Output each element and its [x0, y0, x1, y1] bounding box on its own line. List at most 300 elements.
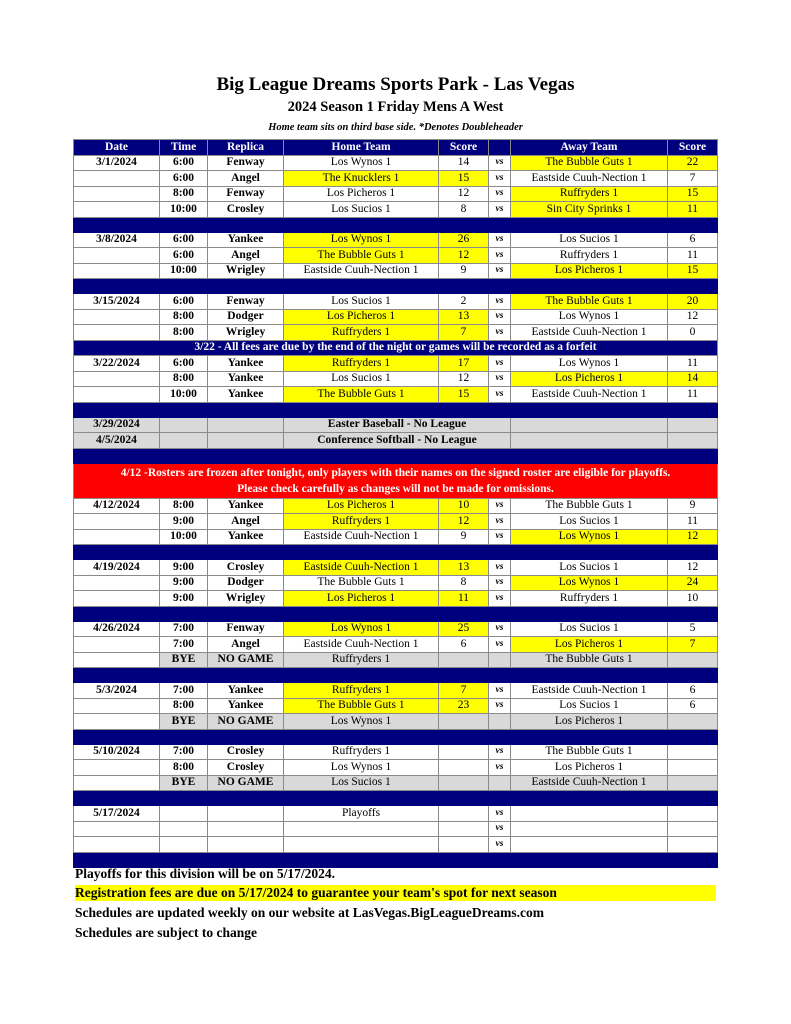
home-score [439, 760, 489, 776]
home-score: 9 [439, 263, 489, 279]
game-row [74, 387, 718, 403]
home-team: Los Picheros 1 [284, 186, 439, 202]
home-team: Los Wynos 1 [284, 232, 439, 248]
col-header-time: Time [160, 140, 208, 156]
footer-playoffs: Playoffs for this division will be on 5/17/2024. [75, 866, 336, 881]
empty-cell [511, 417, 668, 433]
away-team: Sin City Sprinks 1 [511, 202, 668, 218]
home-team: Ruffryders 1 [284, 744, 439, 760]
home-team: The Bubble Guts 1 [284, 698, 439, 714]
game-date [74, 263, 160, 279]
spacer-row [74, 402, 718, 417]
away-team: The Bubble Guts 1 [511, 652, 668, 668]
away-team [511, 821, 668, 837]
home-score: 7 [439, 325, 489, 341]
home-score [439, 744, 489, 760]
home-score: 26 [439, 232, 489, 248]
field-replica: Fenway [208, 294, 284, 310]
field-replica: Wrigley [208, 263, 284, 279]
spacer-row [74, 606, 718, 621]
home-team [284, 837, 439, 853]
no-league-row [74, 433, 718, 449]
vs-label: vs [489, 637, 511, 653]
game-date: 4/19/2024 [74, 560, 160, 576]
home-team: Los Sucios 1 [284, 775, 439, 791]
home-score: 10 [439, 498, 489, 514]
away-score: 12 [668, 529, 718, 545]
game-date: 5/10/2024 [74, 744, 160, 760]
away-score [668, 775, 718, 791]
field-replica: Wrigley [208, 325, 284, 341]
home-score: 12 [439, 248, 489, 264]
game-time: 8:00 [160, 698, 208, 714]
game-row [74, 248, 718, 264]
away-score: 22 [668, 155, 718, 171]
vs-label: vs [489, 806, 511, 822]
home-score [439, 714, 489, 730]
spacer-row [74, 729, 718, 744]
home-score: 17 [439, 356, 489, 372]
vs-label [489, 714, 511, 730]
game-time: 7:00 [160, 621, 208, 637]
field-replica: Wrigley [208, 591, 284, 607]
home-score: 15 [439, 387, 489, 403]
col-header-home-score: Score [439, 140, 489, 156]
away-score: 7 [668, 637, 718, 653]
home-team: Los Picheros 1 [284, 498, 439, 514]
home-score: 23 [439, 698, 489, 714]
no-league-row [74, 417, 718, 433]
away-score [668, 744, 718, 760]
field-replica: Crosley [208, 760, 284, 776]
away-score: 15 [668, 186, 718, 202]
home-score [439, 775, 489, 791]
home-score [439, 652, 489, 668]
game-time [160, 806, 208, 822]
away-team: Los Sucios 1 [511, 232, 668, 248]
game-time: 9:00 [160, 560, 208, 576]
footer-registration: Registration fees are due on 5/17/2024 to guarantee your team's spot for next season [75, 885, 716, 901]
game-row [74, 155, 718, 171]
empty-cell [668, 433, 718, 449]
home-team: Eastside Cuuh-Nection 1 [284, 529, 439, 545]
no-league-date: 3/29/2024 [74, 417, 160, 433]
vs-label: vs [489, 294, 511, 310]
home-team: Los Wynos 1 [284, 621, 439, 637]
game-date [74, 698, 160, 714]
game-time: BYE [160, 714, 208, 730]
game-date [74, 837, 160, 853]
field-replica: Yankee [208, 387, 284, 403]
col-header-replica: Replica [208, 140, 284, 156]
home-score: 12 [439, 186, 489, 202]
bye-row [74, 775, 718, 791]
game-row [74, 529, 718, 545]
game-date [74, 821, 160, 837]
game-time [160, 821, 208, 837]
field-replica: NO GAME [208, 652, 284, 668]
vs-label: vs [489, 575, 511, 591]
game-row [74, 760, 718, 776]
field-replica: Crosley [208, 744, 284, 760]
home-score: 6 [439, 637, 489, 653]
vs-label: vs [489, 248, 511, 264]
away-score [668, 714, 718, 730]
game-row [74, 498, 718, 514]
home-team: The Bubble Guts 1 [284, 387, 439, 403]
away-team: The Bubble Guts 1 [511, 155, 668, 171]
roster-notice-line1: 4/12 -Rosters are frozen after tonight, only players with their names on the signed roster are eligible for playoffs. [120, 466, 671, 479]
game-time: 7:00 [160, 744, 208, 760]
away-team: Los Wynos 1 [511, 529, 668, 545]
away-team: Los Wynos 1 [511, 356, 668, 372]
away-score: 6 [668, 232, 718, 248]
home-team: Los Sucios 1 [284, 371, 439, 387]
vs-label: vs [489, 821, 511, 837]
game-row [74, 698, 718, 714]
game-time: 8:00 [160, 498, 208, 514]
game-date [74, 637, 160, 653]
field-replica: Yankee [208, 371, 284, 387]
away-team: Los Picheros 1 [511, 760, 668, 776]
game-row [74, 514, 718, 530]
col-header-home-team: Home Team [284, 140, 439, 156]
home-team-note: Home team sits on third base side. *Denotes Doubleheader [268, 122, 523, 133]
field-replica [208, 821, 284, 837]
roster-notice-line2: Please check carefully as changes will not be made for omissions. [237, 482, 554, 495]
away-team: Eastside Cuuh-Nection 1 [511, 775, 668, 791]
field-replica [208, 837, 284, 853]
away-score: 6 [668, 698, 718, 714]
game-time: 8:00 [160, 186, 208, 202]
game-row [74, 560, 718, 576]
away-score: 12 [668, 309, 718, 325]
home-team: Los Wynos 1 [284, 760, 439, 776]
game-time: 10:00 [160, 529, 208, 545]
game-row [74, 171, 718, 187]
game-time: BYE [160, 775, 208, 791]
spacer-row [74, 791, 718, 806]
vs-label: vs [489, 356, 511, 372]
away-score: 5 [668, 621, 718, 637]
vs-label: vs [489, 387, 511, 403]
game-time: BYE [160, 652, 208, 668]
game-time: 9:00 [160, 591, 208, 607]
away-score: 11 [668, 202, 718, 218]
vs-label: vs [489, 232, 511, 248]
away-score [668, 806, 718, 822]
home-team: The Knucklers 1 [284, 171, 439, 187]
home-team: Playoffs [284, 806, 439, 822]
away-team: Los Picheros 1 [511, 371, 668, 387]
no-league-date: 4/5/2024 [74, 433, 160, 449]
home-team: Ruffryders 1 [284, 683, 439, 699]
vs-label: vs [489, 371, 511, 387]
game-date [74, 760, 160, 776]
game-date [74, 387, 160, 403]
home-score: 11 [439, 591, 489, 607]
game-date [74, 248, 160, 264]
home-score: 13 [439, 560, 489, 576]
page-title: Big League Dreams Sports Park - Las Vegas [216, 74, 575, 95]
away-score: 0 [668, 325, 718, 341]
away-score: 6 [668, 683, 718, 699]
game-date [74, 529, 160, 545]
game-time: 10:00 [160, 202, 208, 218]
game-time: 10:00 [160, 387, 208, 403]
vs-label: vs [489, 760, 511, 776]
bye-row [74, 714, 718, 730]
home-team: The Bubble Guts 1 [284, 575, 439, 591]
away-team: Eastside Cuuh-Nection 1 [511, 387, 668, 403]
field-replica: Yankee [208, 698, 284, 714]
game-date: 4/26/2024 [74, 621, 160, 637]
game-time: 7:00 [160, 637, 208, 653]
game-date: 3/8/2024 [74, 232, 160, 248]
away-score: 14 [668, 371, 718, 387]
game-time: 6:00 [160, 171, 208, 187]
empty-cell [160, 433, 208, 449]
game-row [74, 621, 718, 637]
home-team: Los Wynos 1 [284, 714, 439, 730]
away-score: 12 [668, 560, 718, 576]
footer-website: Schedules are updated weekly on our website at LasVegas.BigLeagueDreams.com [75, 905, 545, 920]
away-score: 11 [668, 387, 718, 403]
field-replica: NO GAME [208, 714, 284, 730]
home-score: 25 [439, 621, 489, 637]
away-score [668, 760, 718, 776]
col-header-vs [489, 140, 511, 156]
field-replica: Angel [208, 171, 284, 187]
home-score: 2 [439, 294, 489, 310]
game-time: 9:00 [160, 514, 208, 530]
vs-label: vs [489, 621, 511, 637]
vs-label: vs [489, 698, 511, 714]
no-league-label: Easter Baseball - No League [284, 417, 511, 433]
home-team: Los Sucios 1 [284, 202, 439, 218]
away-score: 11 [668, 356, 718, 372]
vs-label: vs [489, 202, 511, 218]
spacer-row [74, 852, 718, 867]
home-team: Los Sucios 1 [284, 294, 439, 310]
home-score: 8 [439, 202, 489, 218]
vs-label [489, 652, 511, 668]
game-date [74, 591, 160, 607]
vs-label: vs [489, 529, 511, 545]
vs-label: vs [489, 744, 511, 760]
game-date [74, 575, 160, 591]
home-team: Ruffryders 1 [284, 325, 439, 341]
home-score [439, 821, 489, 837]
field-replica: Angel [208, 248, 284, 264]
away-score: 10 [668, 591, 718, 607]
game-date: 5/17/2024 [74, 806, 160, 822]
vs-label: vs [489, 837, 511, 853]
away-score: 7 [668, 171, 718, 187]
away-score: 9 [668, 498, 718, 514]
field-replica: Yankee [208, 683, 284, 699]
game-row [74, 232, 718, 248]
home-score: 9 [439, 529, 489, 545]
field-replica: Fenway [208, 621, 284, 637]
field-replica: Dodger [208, 575, 284, 591]
footer-subject-to-change: Schedules are subject to change [75, 925, 257, 940]
spacer-row [74, 217, 718, 232]
spacer-row [74, 448, 718, 463]
away-team: Los Sucios 1 [511, 698, 668, 714]
away-team: Ruffryders 1 [511, 186, 668, 202]
fees-notice-row [74, 340, 718, 356]
field-replica: Fenway [208, 186, 284, 202]
col-header-away-score: Score [668, 140, 718, 156]
away-team: Los Wynos 1 [511, 309, 668, 325]
away-score: 15 [668, 263, 718, 279]
empty-cell [208, 433, 284, 449]
away-team: Los Sucios 1 [511, 514, 668, 530]
game-row [74, 744, 718, 760]
game-time: 6:00 [160, 294, 208, 310]
page-subtitle: 2024 Season 1 Friday Mens A West [287, 99, 504, 115]
away-score [668, 652, 718, 668]
vs-label: vs [489, 498, 511, 514]
away-team: Los Picheros 1 [511, 263, 668, 279]
schedule-table [73, 139, 718, 868]
game-time: 8:00 [160, 325, 208, 341]
away-team: Eastside Cuuh-Nection 1 [511, 683, 668, 699]
field-replica: Fenway [208, 155, 284, 171]
game-row [74, 263, 718, 279]
field-replica: Yankee [208, 529, 284, 545]
spacer-row [74, 668, 718, 683]
empty-cell [208, 417, 284, 433]
home-team: Eastside Cuuh-Nection 1 [284, 637, 439, 653]
game-time: 9:00 [160, 575, 208, 591]
away-score [668, 837, 718, 853]
vs-label: vs [489, 514, 511, 530]
home-score: 12 [439, 514, 489, 530]
home-score: 14 [439, 155, 489, 171]
game-row [74, 591, 718, 607]
field-replica: Angel [208, 637, 284, 653]
vs-label: vs [489, 591, 511, 607]
home-team: Los Picheros 1 [284, 591, 439, 607]
game-date [74, 652, 160, 668]
game-row [74, 356, 718, 372]
game-date: 3/1/2024 [74, 155, 160, 171]
game-row [74, 806, 718, 822]
home-team: Eastside Cuuh-Nection 1 [284, 263, 439, 279]
game-date [74, 714, 160, 730]
game-date: 3/22/2024 [74, 356, 160, 372]
home-team: Ruffryders 1 [284, 652, 439, 668]
game-row [74, 325, 718, 341]
game-row [74, 309, 718, 325]
home-team: The Bubble Guts 1 [284, 248, 439, 264]
home-score [439, 806, 489, 822]
away-team: Los Sucios 1 [511, 560, 668, 576]
away-team: The Bubble Guts 1 [511, 498, 668, 514]
away-score [668, 821, 718, 837]
away-team: Eastside Cuuh-Nection 1 [511, 325, 668, 341]
away-team: The Bubble Guts 1 [511, 744, 668, 760]
game-date: 3/15/2024 [74, 294, 160, 310]
home-team: Ruffryders 1 [284, 514, 439, 530]
game-date [74, 171, 160, 187]
away-team: Los Wynos 1 [511, 575, 668, 591]
game-time: 8:00 [160, 760, 208, 776]
away-team: The Bubble Guts 1 [511, 294, 668, 310]
field-replica: Dodger [208, 309, 284, 325]
game-date [74, 514, 160, 530]
roster-notice-row [74, 463, 718, 498]
game-time: 7:00 [160, 683, 208, 699]
game-row [74, 821, 718, 837]
home-score: 13 [439, 309, 489, 325]
game-time: 6:00 [160, 155, 208, 171]
bye-row [74, 652, 718, 668]
col-header-away-team: Away Team [511, 140, 668, 156]
game-row [74, 294, 718, 310]
game-row [74, 637, 718, 653]
home-team: Los Picheros 1 [284, 309, 439, 325]
game-row [74, 683, 718, 699]
field-replica: Angel [208, 514, 284, 530]
away-team: Ruffryders 1 [511, 591, 668, 607]
spacer-row [74, 545, 718, 560]
away-score: 20 [668, 294, 718, 310]
game-row [74, 575, 718, 591]
spacer-row [74, 279, 718, 294]
home-score: 7 [439, 683, 489, 699]
home-team: Eastside Cuuh-Nection 1 [284, 560, 439, 576]
game-date [74, 186, 160, 202]
away-team: Los Sucios 1 [511, 621, 668, 637]
home-score: 15 [439, 171, 489, 187]
vs-label: vs [489, 683, 511, 699]
game-row [74, 186, 718, 202]
field-replica: Crosley [208, 202, 284, 218]
game-time [160, 837, 208, 853]
fees-notice-row-text: 3/22 - All fees are due by the end of the night or games will be recorded as a forfeit [74, 340, 718, 356]
game-date [74, 202, 160, 218]
away-team: Los Picheros 1 [511, 637, 668, 653]
vs-label: vs [489, 155, 511, 171]
col-header-date: Date [74, 140, 160, 156]
home-team [284, 821, 439, 837]
vs-label: vs [489, 325, 511, 341]
game-date: 5/3/2024 [74, 683, 160, 699]
field-replica: NO GAME [208, 775, 284, 791]
empty-cell [160, 417, 208, 433]
game-time: 6:00 [160, 356, 208, 372]
field-replica: Yankee [208, 498, 284, 514]
game-row [74, 371, 718, 387]
vs-label: vs [489, 171, 511, 187]
field-replica: Crosley [208, 560, 284, 576]
field-replica [208, 806, 284, 822]
game-row [74, 837, 718, 853]
no-league-label: Conference Softball - No League [284, 433, 511, 449]
vs-label: vs [489, 186, 511, 202]
vs-label [489, 775, 511, 791]
roster-notice [74, 463, 718, 498]
away-team: Ruffryders 1 [511, 248, 668, 264]
game-date [74, 775, 160, 791]
vs-label: vs [489, 560, 511, 576]
field-replica: Yankee [208, 356, 284, 372]
home-team: Los Wynos 1 [284, 155, 439, 171]
game-time: 8:00 [160, 309, 208, 325]
